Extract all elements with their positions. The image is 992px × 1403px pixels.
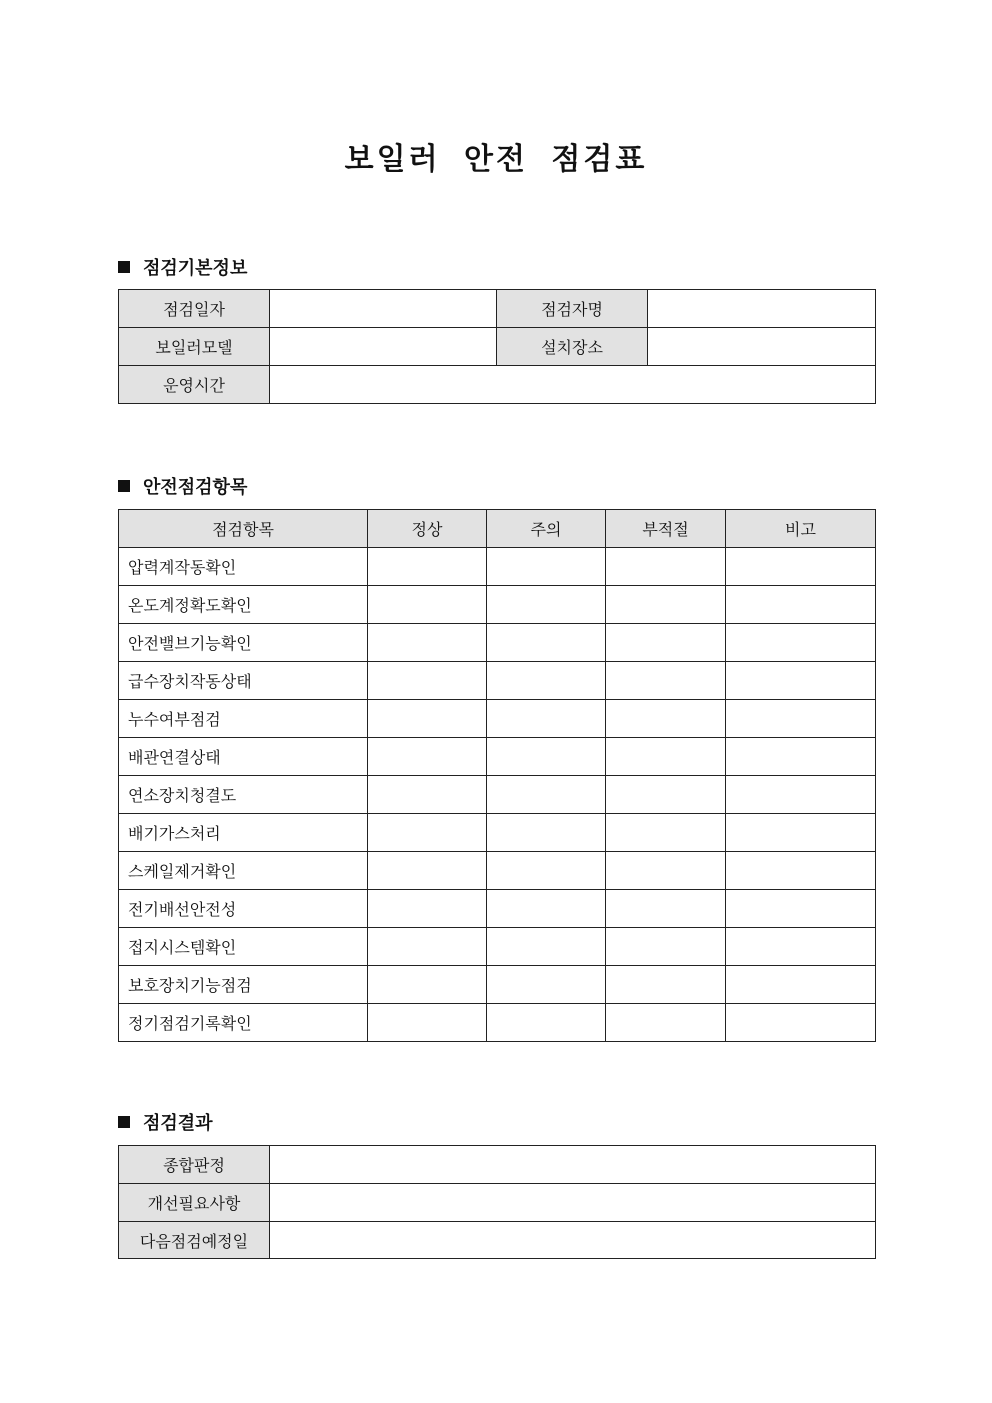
check-cell-unsuitable[interactable] — [606, 586, 726, 624]
checklist-header-row — [119, 510, 876, 548]
check-cell-caution[interactable] — [487, 548, 606, 586]
checklist-item-label: 전기배선안전성 — [119, 890, 368, 928]
check-cell-remarks[interactable] — [726, 966, 876, 1004]
checklist-item-label: 스케일제거확인 — [119, 852, 368, 890]
square-bullet-icon — [118, 261, 130, 273]
checklist-row — [119, 852, 876, 890]
checklist-row — [119, 966, 876, 1004]
check-cell-remarks[interactable] — [726, 586, 876, 624]
checklist-item-label: 급수장치작동상태 — [119, 662, 368, 700]
check-cell-remarks[interactable] — [726, 1004, 876, 1042]
check-cell-normal[interactable] — [368, 1004, 487, 1042]
checklist-row — [119, 548, 876, 586]
field-inspector-name[interactable] — [648, 290, 876, 328]
checklist-item-label: 안전밸브기능확인 — [119, 624, 368, 662]
field-inspection-date[interactable] — [270, 290, 497, 328]
checklist-item-label: 온도계정확도확인 — [119, 586, 368, 624]
checklist-row — [119, 776, 876, 814]
check-cell-remarks[interactable] — [726, 700, 876, 738]
square-bullet-icon — [118, 480, 130, 492]
checklist-item-label: 배관연결상태 — [119, 738, 368, 776]
label-install-location: 설치장소 — [497, 328, 648, 366]
checklist-item-label: 정기점검기록확인 — [119, 1004, 368, 1042]
col-header-item: 점검항목 — [119, 510, 368, 548]
basic-info-table — [118, 289, 876, 404]
result-table — [118, 1145, 876, 1259]
basic-info-heading-text: 점검기본정보 — [143, 258, 248, 279]
field-overall-judgment[interactable] — [270, 1146, 876, 1184]
check-cell-unsuitable[interactable] — [606, 928, 726, 966]
check-cell-normal[interactable] — [368, 852, 487, 890]
check-cell-caution[interactable] — [487, 662, 606, 700]
check-cell-remarks[interactable] — [726, 738, 876, 776]
check-cell-remarks[interactable] — [726, 776, 876, 814]
checklist-row — [119, 700, 876, 738]
checklist-item-label: 압력계작동확인 — [119, 548, 368, 586]
check-cell-caution[interactable] — [487, 1004, 606, 1042]
check-cell-normal[interactable] — [368, 814, 487, 852]
check-cell-remarks[interactable] — [726, 890, 876, 928]
check-cell-caution[interactable] — [487, 700, 606, 738]
checklist-row — [119, 662, 876, 700]
check-cell-unsuitable[interactable] — [606, 548, 726, 586]
check-cell-caution[interactable] — [487, 738, 606, 776]
label-boiler-model: 보일러모델 — [119, 328, 270, 366]
checklist-item-label: 보호장치기능점검 — [119, 966, 368, 1004]
result-heading-text: 점검결과 — [143, 1113, 213, 1134]
check-cell-caution[interactable] — [487, 624, 606, 662]
label-next-inspection-date: 다음점검예정일 — [119, 1222, 270, 1259]
check-cell-normal[interactable] — [368, 624, 487, 662]
checklist-item-label: 연소장치청결도 — [119, 776, 368, 814]
check-cell-normal[interactable] — [368, 928, 487, 966]
check-cell-unsuitable[interactable] — [606, 890, 726, 928]
checklist-row — [119, 624, 876, 662]
check-cell-unsuitable[interactable] — [606, 1004, 726, 1042]
check-cell-unsuitable[interactable] — [606, 700, 726, 738]
checklist-row — [119, 586, 876, 624]
label-improvements-needed: 개선필요사항 — [119, 1184, 270, 1222]
field-next-inspection-date[interactable] — [270, 1222, 876, 1259]
check-cell-caution[interactable] — [487, 966, 606, 1004]
check-cell-unsuitable[interactable] — [606, 966, 726, 1004]
check-cell-normal[interactable] — [368, 966, 487, 1004]
checklist-row — [119, 814, 876, 852]
check-cell-caution[interactable] — [487, 586, 606, 624]
check-cell-normal[interactable] — [368, 662, 487, 700]
field-operating-time[interactable] — [270, 366, 876, 404]
checklist-item-label: 배기가스처리 — [119, 814, 368, 852]
check-cell-unsuitable[interactable] — [606, 776, 726, 814]
check-cell-remarks[interactable] — [726, 624, 876, 662]
basic-info-heading — [118, 254, 247, 280]
check-cell-remarks[interactable] — [726, 662, 876, 700]
check-cell-remarks[interactable] — [726, 814, 876, 852]
check-cell-unsuitable[interactable] — [606, 662, 726, 700]
checklist-heading-text: 안전점검항목 — [143, 477, 248, 498]
field-boiler-model[interactable] — [270, 328, 497, 366]
col-header-unsuitable: 부적절 — [606, 510, 726, 548]
check-cell-caution[interactable] — [487, 814, 606, 852]
check-cell-caution[interactable] — [487, 928, 606, 966]
checklist-row — [119, 738, 876, 776]
col-header-remarks: 비고 — [726, 510, 876, 548]
check-cell-normal[interactable] — [368, 586, 487, 624]
result-heading — [118, 1109, 213, 1135]
check-cell-caution[interactable] — [487, 776, 606, 814]
col-header-caution: 주의 — [487, 510, 606, 548]
check-cell-caution[interactable] — [487, 890, 606, 928]
check-cell-normal[interactable] — [368, 700, 487, 738]
col-header-normal: 정상 — [368, 510, 487, 548]
check-cell-normal[interactable] — [368, 738, 487, 776]
document-title: 보일러 안전 점검표 — [344, 142, 648, 177]
field-improvements-needed[interactable] — [270, 1184, 876, 1222]
checklist-table — [118, 509, 876, 1042]
label-overall-judgment: 종합판정 — [119, 1146, 270, 1184]
checklist-row — [119, 890, 876, 928]
checklist-item-label: 접지시스템확인 — [119, 928, 368, 966]
check-cell-unsuitable[interactable] — [606, 852, 726, 890]
label-inspector-name: 점검자명 — [497, 290, 648, 328]
checklist-row — [119, 1004, 876, 1042]
checklist-item-label: 누수여부점검 — [119, 700, 368, 738]
check-cell-caution[interactable] — [487, 852, 606, 890]
check-cell-normal[interactable] — [368, 776, 487, 814]
checklist-row — [119, 928, 876, 966]
check-cell-unsuitable[interactable] — [606, 814, 726, 852]
square-bullet-icon — [118, 1116, 130, 1128]
check-cell-remarks[interactable] — [726, 852, 876, 890]
check-cell-unsuitable[interactable] — [606, 624, 726, 662]
check-cell-unsuitable[interactable] — [606, 738, 726, 776]
field-install-location[interactable] — [648, 328, 876, 366]
label-operating-time: 운영시간 — [119, 366, 270, 404]
check-cell-normal[interactable] — [368, 548, 487, 586]
checklist-heading — [118, 473, 247, 499]
label-inspection-date: 점검일자 — [119, 290, 270, 328]
check-cell-normal[interactable] — [368, 890, 487, 928]
check-cell-remarks[interactable] — [726, 928, 876, 966]
check-cell-remarks[interactable] — [726, 548, 876, 586]
